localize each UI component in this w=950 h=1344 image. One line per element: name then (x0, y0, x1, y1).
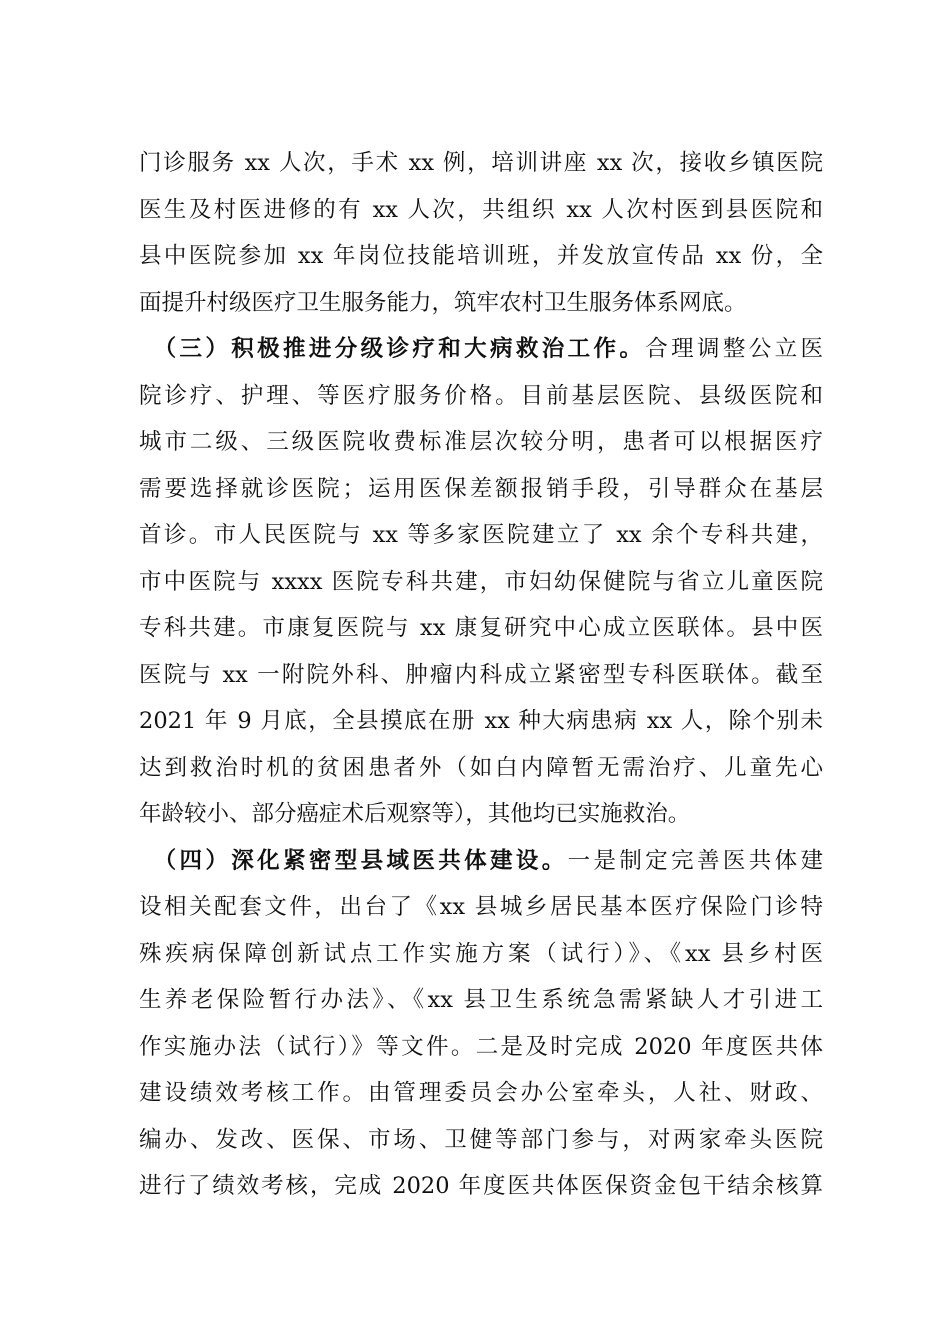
paragraph-2-line-6: 市中医院与 xxxx 医院专科共建，市妇幼保健院与省立儿童医院 (139, 568, 823, 595)
paragraph-3-line-8: 进行了绩效考核，完成 2020 年度医共体医保资金包干结余核算 (139, 1173, 823, 1199)
paragraph-3-line-5: 作实施办法（试行）》等文件。二是及时完成 2020 年度医共体 (139, 1033, 823, 1060)
paragraph-2-line-3: 城市二级、三级医院收费标准层次较分明，患者可以根据医疗 (139, 429, 823, 455)
document-body (139, 140, 823, 1210)
paragraph-2-line-11: 年龄较小、部分癌症术后观察等），其他均已实施救治。 (139, 801, 691, 827)
paragraph-2-first-line-rest: 合理调整公立医 (645, 336, 823, 362)
paragraph-2-line-10: 达到救治时机的贫困患者外（如白内障暂无需治疗、儿童先心 (139, 754, 823, 781)
paragraph-1-line-1: 门诊服务 xx 人次，手术 xx 例，培训讲座 xx 次，接收乡镇医院 (139, 150, 823, 176)
paragraph-3-line-7: 编办、发改、医保、市场、卫健等部门参与，对两家牵头医院 (139, 1126, 823, 1153)
paragraph-2-line-9: 2021 年 9 月底，全县摸底在册 xx 种大病患病 xx 人，除个别未 (139, 708, 823, 734)
paragraph-3-line-1 (139, 838, 823, 885)
paragraph-3-line-3: 殊疾病保障创新试点工作实施方案（试行）》、《xx 县乡村医 (139, 940, 823, 967)
paragraph-2-line-7: 专科共建。市康复医院与 xx 康复研究中心成立医联体。县中医 (139, 615, 823, 641)
paragraph-3-line-6: 建设绩效考核工作。由管理委员会办公室牵头，人社、财政、 (139, 1080, 823, 1106)
paragraph-3-line-4: 生养老保险暂行办法》、《xx 县卫生系统急需紧缺人才引进工 (139, 987, 823, 1013)
paragraph-2-line-8: 医院与 xx 一附院外科、肿瘤内科成立紧密型专科医联体。截至 (139, 661, 823, 688)
paragraph-2-line-4: 需要选择就诊医院；运用医保差额报销手段，引导群众在基层 (139, 475, 823, 502)
paragraph-3-heading: （四）深化紧密型县域医共体建设。 (139, 847, 568, 874)
paragraph-1-line-2: 医生及村医进修的有 xx 人次，共组织 xx 人次村医到县医院和 (139, 196, 823, 223)
paragraph-3-line-2: 设相关配套文件，出台了《xx 县城乡居民基本医疗保险门诊特 (139, 894, 823, 920)
paragraph-1-line-4: 面提升村级医疗卫生服务能力，筑牢农村卫生服务体系网底。 (139, 289, 747, 316)
paragraph-3-first-line-rest: 一是制定完善医共体建 (567, 847, 823, 874)
paragraph-2-heading: （三）积极推进分级诊疗和大病救治工作。 (139, 336, 646, 362)
paragraph-2-line-2: 院诊疗、护理、等医疗服务价格。目前基层医院、县级医院和 (139, 382, 823, 409)
paragraph-1-line-3: 县中医院参加 xx 年岗位技能培训班，并发放宣传品 xx 份，全 (139, 243, 823, 269)
paragraph-2-line-5: 首诊。市人民医院与 xx 等多家医院建立了 xx 余个专科共建， (139, 522, 823, 548)
paragraph-2-line-1 (139, 326, 823, 373)
